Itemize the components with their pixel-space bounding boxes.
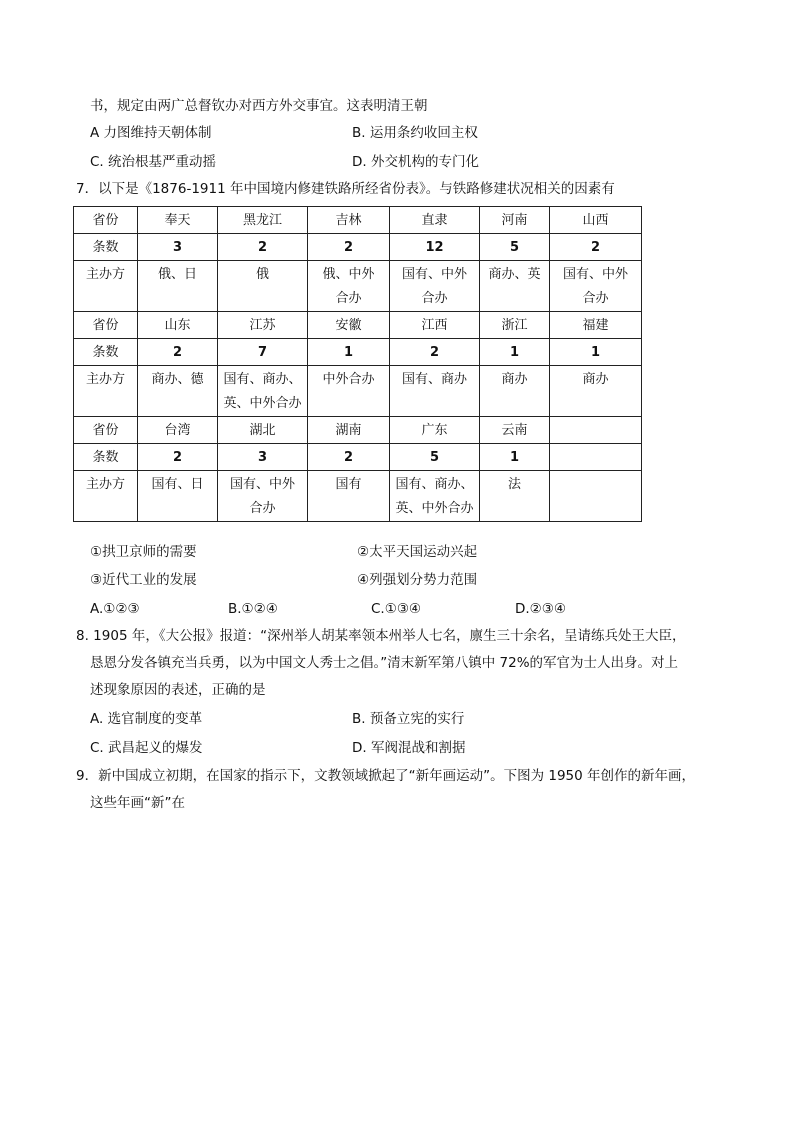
count-cell: 7 xyxy=(218,339,308,366)
operator-cell xyxy=(550,471,642,522)
row-label-count: 条数 xyxy=(74,339,138,366)
operator-line: 国有、商办、 xyxy=(223,372,302,387)
q8-option-a: A. 选官制度的变革 xyxy=(90,711,203,727)
count-cell: 3 xyxy=(218,444,308,471)
operator-line: 英、中外合办 xyxy=(395,501,474,516)
operator-line: 合办 xyxy=(582,291,609,306)
row-label-province: 省份 xyxy=(74,417,138,444)
row-label-operator: 主办方 xyxy=(74,366,138,417)
operator-line: 俄 xyxy=(255,267,269,282)
province-cell: 吉林 xyxy=(308,207,390,234)
count-cell: 3 xyxy=(138,234,218,261)
count-cell: 2 xyxy=(138,444,218,471)
operator-line: 合办 xyxy=(421,291,448,306)
operator-line: 商办、英 xyxy=(488,267,541,282)
q7-option-d: D.②③④ xyxy=(515,601,566,617)
q6-option-d: D. 外交机构的专门化 xyxy=(352,154,479,170)
count-cell: 2 xyxy=(138,339,218,366)
operator-cell xyxy=(390,366,480,417)
count-cell: 1 xyxy=(480,339,550,366)
count-cell: 5 xyxy=(390,444,480,471)
q9-stem-line-2: 这些年画“新”在 xyxy=(90,795,185,811)
operator-cell xyxy=(480,471,550,522)
province-cell: 安徽 xyxy=(308,312,390,339)
q8-option-c: C. 武昌起义的爆发 xyxy=(90,740,203,756)
operator-line: 商办 xyxy=(501,372,528,387)
q8-stem-line-2: 恳恩分发各镇充当兵勇，以为中国文人秀士之倡。”清末新军第八镇中 72%的军官为士人出身。对上 xyxy=(90,655,679,671)
operator-cell xyxy=(308,471,390,522)
operator-line: 商办 xyxy=(582,372,609,387)
operator-line: 合办 xyxy=(335,291,362,306)
q8-option-d: D. 军阀混战和割据 xyxy=(352,740,466,756)
province-cell: 湖南 xyxy=(308,417,390,444)
count-cell: 1 xyxy=(550,339,642,366)
operator-cell xyxy=(390,471,480,522)
province-cell: 广东 xyxy=(390,417,480,444)
operator-cell xyxy=(138,471,218,522)
row-label-operator: 主办方 xyxy=(74,471,138,522)
count-cell: 2 xyxy=(308,444,390,471)
row-label-count: 条数 xyxy=(74,234,138,261)
q7-option-a: A.①②③ xyxy=(90,601,140,617)
count-cell: 12 xyxy=(390,234,480,261)
row-label-operator: 主办方 xyxy=(74,261,138,312)
operator-line: 商办、德 xyxy=(151,372,204,387)
operator-line: 俄、中外 xyxy=(322,267,375,282)
count-cell: 5 xyxy=(480,234,550,261)
operator-line: 国有、中外 xyxy=(229,477,295,492)
operator-cell xyxy=(218,471,308,522)
q6-option-c: C. 统治根基严重动摇 xyxy=(90,154,217,170)
count-cell: 2 xyxy=(390,339,480,366)
count-cell xyxy=(550,444,642,471)
count-cell: 2 xyxy=(218,234,308,261)
q7-option-b: B.①②④ xyxy=(228,601,278,617)
operator-line: 国有 xyxy=(335,477,362,492)
railway-table xyxy=(73,206,642,522)
operator-line: 国有、商办、 xyxy=(395,477,474,492)
operator-line: 国有、中外 xyxy=(401,267,467,282)
operator-line: 合办 xyxy=(249,501,276,516)
q8-stem-line-1: 8. 1905 年，《大公报》报道：“深州举人胡某率领本州举人七名，廪生三十余名，呈请练兵处王大臣， xyxy=(76,628,686,644)
operator-cell xyxy=(480,261,550,312)
operator-cell xyxy=(390,261,480,312)
province-cell: 奉天 xyxy=(138,207,218,234)
operator-cell xyxy=(550,261,642,312)
province-cell: 直隶 xyxy=(390,207,480,234)
row-label-province: 省份 xyxy=(74,207,138,234)
count-cell: 2 xyxy=(308,234,390,261)
operator-line: 中外合办 xyxy=(322,372,375,387)
province-cell: 福建 xyxy=(550,312,642,339)
province-cell: 台湾 xyxy=(138,417,218,444)
operator-line: 国有、商办 xyxy=(401,372,467,387)
q7-factor-2: ②太平天国运动兴起 xyxy=(357,544,478,560)
q6-option-a: A 力图维持天朝体制 xyxy=(90,125,212,141)
province-cell: 湖北 xyxy=(218,417,308,444)
row-label-province: 省份 xyxy=(74,312,138,339)
operator-cell xyxy=(480,366,550,417)
count-cell: 2 xyxy=(550,234,642,261)
q7-option-c: C.①③④ xyxy=(371,601,422,617)
operator-cell xyxy=(218,366,308,417)
province-cell: 云南 xyxy=(480,417,550,444)
q7-stem: 7．以下是《1876-1911 年中国境内修建铁路所经省份表》。与铁路修建状况相关的因素有 xyxy=(76,181,615,197)
operator-line: 国有、日 xyxy=(151,477,204,492)
province-cell: 江苏 xyxy=(218,312,308,339)
province-cell: 黑龙江 xyxy=(218,207,308,234)
operator-cell xyxy=(138,366,218,417)
operator-line: 英、中外合办 xyxy=(223,396,302,411)
q6-stem-tail: 书，规定由两广总督钦办对西方外交事宜。这表明清王朝 xyxy=(90,98,428,114)
province-cell: 河南 xyxy=(480,207,550,234)
province-cell xyxy=(550,417,642,444)
q7-factor-4: ④列强划分势力范围 xyxy=(357,572,478,588)
operator-line: 国有、中外 xyxy=(562,267,628,282)
operator-line: 法 xyxy=(507,477,521,492)
operator-cell xyxy=(550,366,642,417)
operator-cell xyxy=(138,261,218,312)
q9-stem-line-1: 9．新中国成立初期，在国家的指示下，文教领域掀起了“新年画运动”。下图为 1950 年创作的新年画， xyxy=(76,768,696,784)
q6-option-b: B. 运用条约收回主权 xyxy=(352,125,478,141)
province-cell: 山东 xyxy=(138,312,218,339)
operator-cell xyxy=(308,261,390,312)
operator-cell xyxy=(218,261,308,312)
q8-option-b: B. 预备立宪的实行 xyxy=(352,711,465,727)
count-cell: 1 xyxy=(480,444,550,471)
province-cell: 浙江 xyxy=(480,312,550,339)
operator-line: 俄、日 xyxy=(157,267,197,282)
operator-cell xyxy=(308,366,390,417)
count-cell: 1 xyxy=(308,339,390,366)
q7-factor-3: ③近代工业的发展 xyxy=(90,572,197,588)
row-label-count: 条数 xyxy=(74,444,138,471)
province-cell: 江西 xyxy=(390,312,480,339)
q7-factor-1: ①拱卫京师的需要 xyxy=(90,544,197,560)
province-cell: 山西 xyxy=(550,207,642,234)
q8-stem-line-3: 述现象原因的表述，正确的是 xyxy=(90,682,266,698)
